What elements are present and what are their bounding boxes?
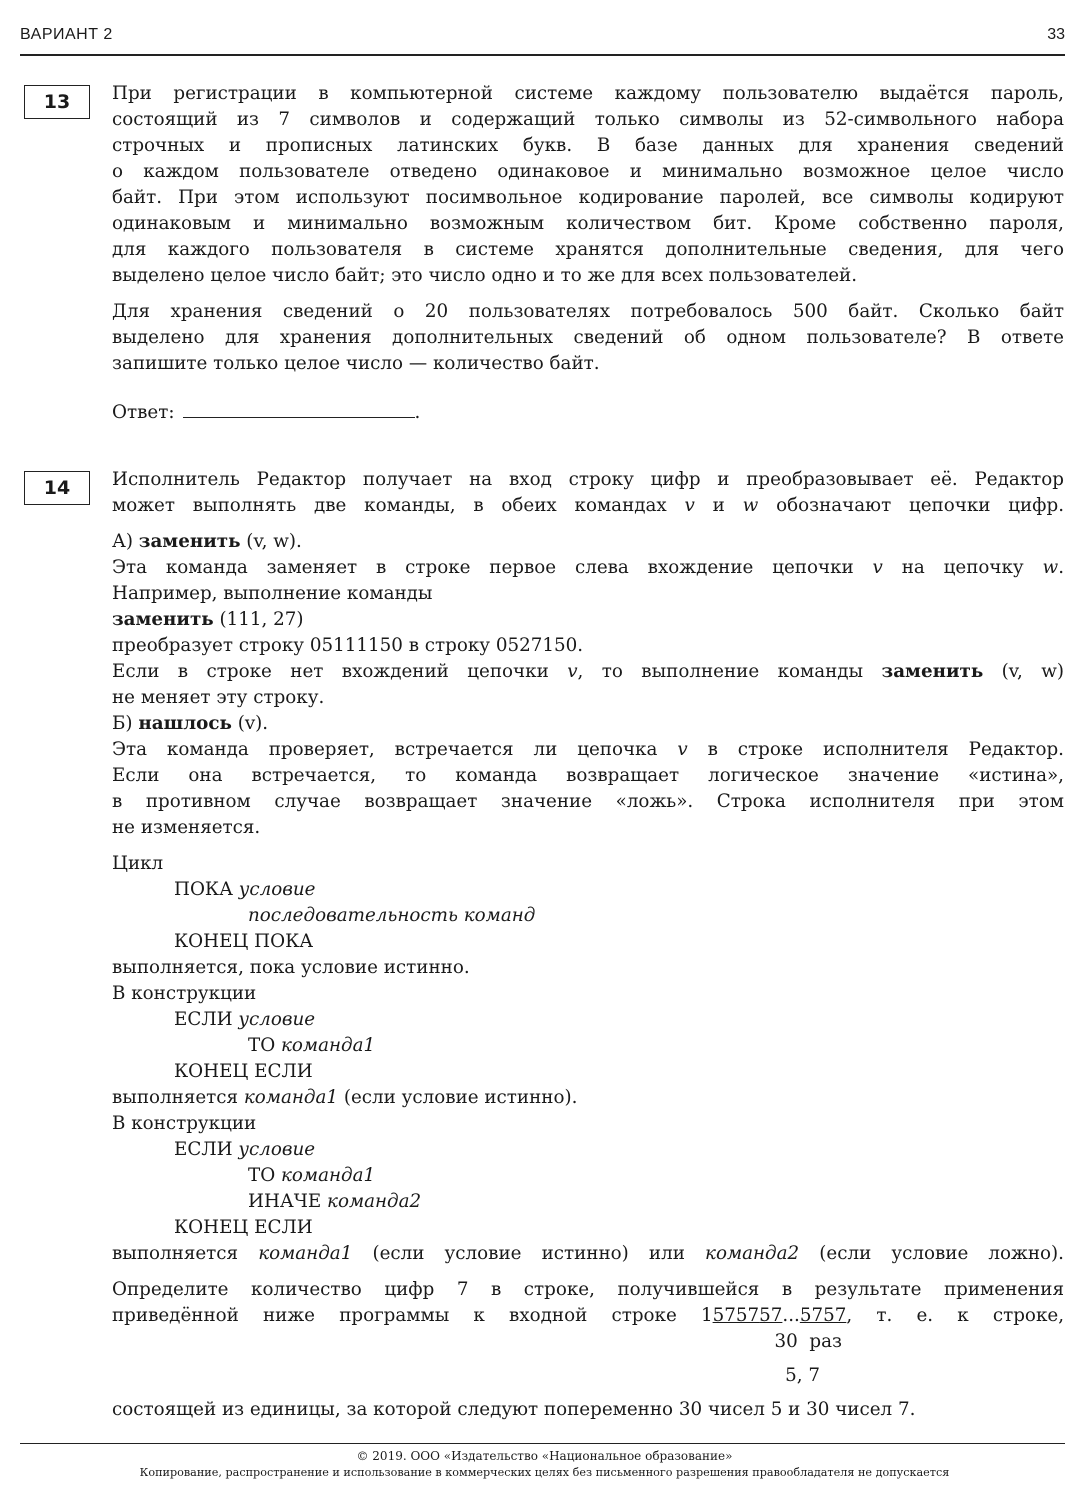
end-while: КОНЕЦ ПОКА: [174, 931, 314, 952]
command-a-desc: Эта команда заменяет в строке первое слева вхождение цепочки v на цепочку w.: [112, 557, 1064, 578]
header-divider: [20, 54, 1065, 56]
then-line: ТО команда1: [248, 1035, 376, 1056]
repeat-count: 30 раз: [774, 1331, 842, 1352]
while-desc: выполняется, пока условие истинно.: [112, 957, 470, 978]
footer-divider: [20, 1443, 1065, 1444]
task-14-question: состоящей из единицы, за которой следуют попеременно 30 чисел 5 и 30 чисел 7.: [112, 1399, 916, 1420]
page-number: 33: [1047, 26, 1065, 43]
command-a-example: заменить (111, 27): [112, 609, 304, 630]
task-13-line: о каждом пользователе отведено одинаковое и минимально возможное целое число: [112, 161, 1064, 182]
task-13-line: строчных и прописных латинских букв. В базе данных для хранения сведений: [112, 135, 1064, 156]
task-13-question-line: запишите только целое число — количество байт.: [112, 353, 600, 374]
task-14-number: 14: [24, 471, 90, 505]
end-if: КОНЕЦ ЕСЛИ: [174, 1061, 313, 1082]
variant-label: ВАРИАНТ 2: [20, 26, 113, 43]
repeat-numbers: 5, 7: [785, 1365, 820, 1386]
task-14-intro: может выполнять две команды, в обеих командах v и w обозначают цепочки цифр.: [112, 495, 1065, 516]
task-13-line: байт. При этом используют посимвольное кодирование паролей, все символы кодируют: [112, 187, 1064, 208]
if-desc: выполняется команда1 (если условие истинно).: [112, 1087, 578, 1108]
construct-label: В конструкции: [112, 1113, 257, 1134]
task-13-question-line: Для хранения сведений о 20 пользователях потребовалось 500 байт. Сколько байт: [112, 301, 1064, 322]
command-b-desc: Если она встречается, то команда возвращает логическое значение «истина»,: [112, 765, 1064, 786]
answer-label: Ответ:: [112, 402, 175, 423]
command-b-desc: не изменяется.: [112, 817, 261, 838]
construct-label: В конструкции: [112, 983, 257, 1004]
task-13-body: [112, 81, 1064, 426]
task-13-number: 13: [24, 85, 90, 119]
command-a-desc: преобразует строку 05111150 в строку 0527150.: [112, 635, 584, 656]
command-b-desc: в противном случае возвращает значение «ложь». Строка исполнителя при этом: [112, 791, 1064, 812]
task-13-line: для каждого пользователя в системе хранятся дополнительные сведения, для чего: [112, 239, 1064, 260]
answer-end: .: [414, 402, 421, 423]
answer-field[interactable]: [183, 397, 415, 418]
command-b-title: Б) нашлось (v).: [112, 713, 269, 734]
task-13-line: При регистрации в компьютерной системе каждому пользователю выдаётся пароль,: [112, 83, 1064, 104]
cycle-label: Цикл: [112, 853, 164, 874]
task-14-question: Определите количество цифр 7 в строке, получившейся в результате применения: [112, 1279, 1064, 1300]
command-a-desc: Например, выполнение команды: [112, 583, 433, 604]
task-14-intro: Исполнитель Редактор получает на вход строку цифр и преобразовывает её. Редактор: [112, 469, 1064, 490]
task-13-line: одинаковым и минимально возможным количеством бит. Кроме собственно пароля,: [112, 213, 1064, 234]
if-line: ЕСЛИ условие: [174, 1139, 316, 1160]
command-a-desc: не меняет эту строку.: [112, 687, 325, 708]
task-14-question: приведённой ниже программы к входной строке 1575757...5757, т. е. к строке,: [112, 1305, 1064, 1326]
then-line: ТО команда1: [248, 1165, 376, 1186]
command-b-desc: Эта команда проверяет, встречается ли цепочка v в строке исполнителя Редактор.: [112, 739, 1064, 760]
task-13-line: состоящий из 7 символов и содержащий только символы из 52-символьного набора: [112, 109, 1064, 130]
end-if: КОНЕЦ ЕСЛИ: [174, 1217, 313, 1238]
ifelse-desc: выполняется команда1 (если условие истинно) или команда2 (если условие ложно).: [112, 1243, 1064, 1264]
answer-row: [112, 397, 1064, 426]
task-13-line: выделено целое число байт; это число одно и то же для всех пользователей.: [112, 265, 858, 286]
command-a-desc: Если в строке нет вхождений цепочки v, то выполнение команды заменить (v, w): [112, 661, 1064, 682]
copyright-notice: Копирование, распространение и использование в коммерческих целях без письменного разрешения правообладателя не допускается: [139, 1466, 950, 1479]
while-body: последовательность команд: [248, 905, 536, 926]
if-line: ЕСЛИ условие: [174, 1009, 316, 1030]
copyright: © 2019. ООО «Издательство «Национальное образование»: [356, 1449, 733, 1463]
command-a-title: А) заменить (v, w).: [112, 531, 302, 552]
else-line: ИНАЧЕ команда2: [248, 1191, 422, 1212]
task-14-body: [112, 467, 1064, 1423]
while-line: ПОКА условие: [174, 879, 316, 900]
task-13-question-line: выделено для хранения дополнительных сведений об одном пользователе? В ответе: [112, 327, 1064, 348]
